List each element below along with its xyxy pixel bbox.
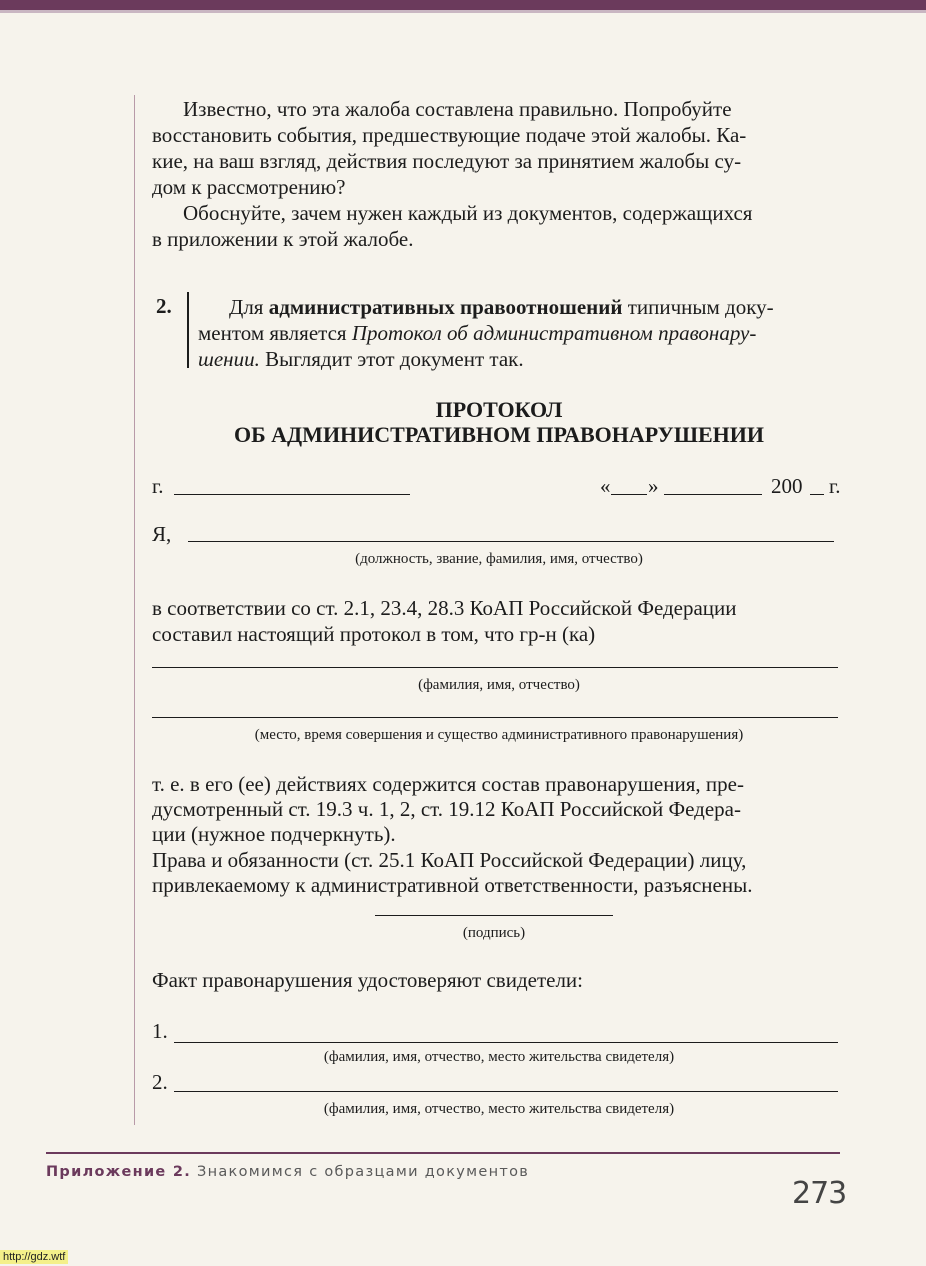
officer-caption: (должность, звание, фамилия, имя, отчество) bbox=[355, 551, 643, 567]
task-line-3 bbox=[198, 346, 846, 372]
task-line-1 bbox=[198, 294, 846, 320]
signature-caption: (подпись) bbox=[462, 925, 526, 941]
footer-chapter-title: Знакомимся с образцами документов bbox=[197, 1164, 530, 1180]
form-body-line: ции (нужное подчеркнуть). bbox=[152, 822, 396, 846]
city-label: г. bbox=[152, 474, 164, 498]
form-title: ПРОТОКОЛ bbox=[435, 397, 563, 422]
officer-field-line bbox=[188, 541, 834, 542]
top-decorative-band bbox=[0, 0, 926, 10]
form-body-line: составил настоящий протокол в том, что гр-н (ка) bbox=[152, 622, 596, 646]
year-field-line bbox=[810, 494, 824, 495]
intro-paragraph-1 bbox=[152, 96, 846, 200]
footer-appendix-label: Приложение 2. bbox=[46, 1164, 192, 1180]
task-doc-name: шении. bbox=[198, 347, 260, 371]
task-text: типичным доку- bbox=[622, 295, 774, 319]
margin-rule bbox=[134, 95, 135, 1125]
signature-line bbox=[375, 915, 613, 916]
task-bar bbox=[187, 292, 189, 368]
witness-1-line bbox=[174, 1042, 838, 1043]
form-subtitle: ОБ АДМИНИСТРАТИВНОМ ПРАВОНАРУШЕНИИ bbox=[234, 422, 764, 447]
form-body-line: в соответствии со ст. 2.1, 23.4, 28.3 КоАП Российской Федерации bbox=[152, 596, 737, 620]
witness-2-number: 2. bbox=[152, 1070, 168, 1094]
task-text: Для bbox=[229, 295, 269, 319]
task-text: Выглядит этот документ так. bbox=[259, 347, 524, 371]
page-number: 273 bbox=[792, 1176, 847, 1211]
footer-running-head bbox=[46, 1164, 529, 1180]
task-line-2 bbox=[198, 320, 846, 346]
intro-line: Обоснуйте, зачем нужен каждый из документов, содержащихся bbox=[183, 201, 753, 225]
intro-line: в приложении к этой жалобе. bbox=[152, 227, 414, 251]
date-close-quote: » bbox=[648, 474, 659, 498]
task-text: ментом является bbox=[198, 321, 352, 345]
task-term: административных правоотношений bbox=[268, 295, 623, 319]
offense-field-line bbox=[152, 717, 838, 718]
city-field-line bbox=[174, 494, 410, 495]
witness-2-caption: (фамилия, имя, отчество, место жительства свидетеля) bbox=[323, 1101, 675, 1117]
day-field-line bbox=[611, 494, 647, 495]
top-band-shade bbox=[0, 10, 926, 13]
witness-heading: Факт правонарушения удостоверяют свидетели: bbox=[152, 968, 584, 992]
witness-1-caption: (фамилия, имя, отчество, место жительства свидетеля) bbox=[323, 1049, 675, 1065]
witness-1-number: 1. bbox=[152, 1019, 168, 1043]
footer-rule bbox=[46, 1152, 840, 1154]
year-suffix: г. bbox=[829, 474, 841, 498]
person-caption: (фамилия, имя, отчество) bbox=[418, 677, 580, 693]
officer-label: Я, bbox=[152, 522, 172, 546]
intro-line: восстановить события, предшествующие подаче этой жалобы. Ка- bbox=[152, 123, 747, 147]
task-paragraph bbox=[198, 294, 846, 372]
year-prefix: 200 bbox=[771, 474, 803, 498]
intro-paragraph-2 bbox=[152, 200, 846, 252]
month-field-line bbox=[664, 494, 762, 495]
intro-line: дом к рассмотрению? bbox=[152, 175, 346, 199]
intro-line: кие, на ваш взгляд, действия последуют за принятием жалобы су- bbox=[152, 149, 742, 173]
intro-line: Известно, что эта жалоба составлена правильно. Попробуйте bbox=[183, 97, 732, 121]
witness-2-line bbox=[174, 1091, 838, 1092]
task-number: 2. bbox=[156, 294, 172, 318]
date-open-quote: « bbox=[600, 474, 611, 498]
watermark-link[interactable]: http://gdz.wtf bbox=[0, 1250, 68, 1264]
form-body-line: дусмотренный ст. 19.3 ч. 1, 2, ст. 19.12 КоАП Российской Федера- bbox=[152, 797, 741, 821]
offense-caption: (место, время совершения и существо административного правонарушения) bbox=[254, 727, 744, 743]
form-body-line: привлекаемому к административной ответственности, разъяснены. bbox=[152, 873, 753, 897]
person-field-line bbox=[152, 667, 838, 668]
form-body-line: т. е. в его (ее) действиях содержится состав правонарушения, пре- bbox=[152, 772, 744, 796]
task-doc-name: Протокол об административном правонару- bbox=[351, 321, 757, 345]
form-body-line: Права и обязанности (ст. 25.1 КоАП Российской Федерации) лицу, bbox=[152, 848, 747, 872]
